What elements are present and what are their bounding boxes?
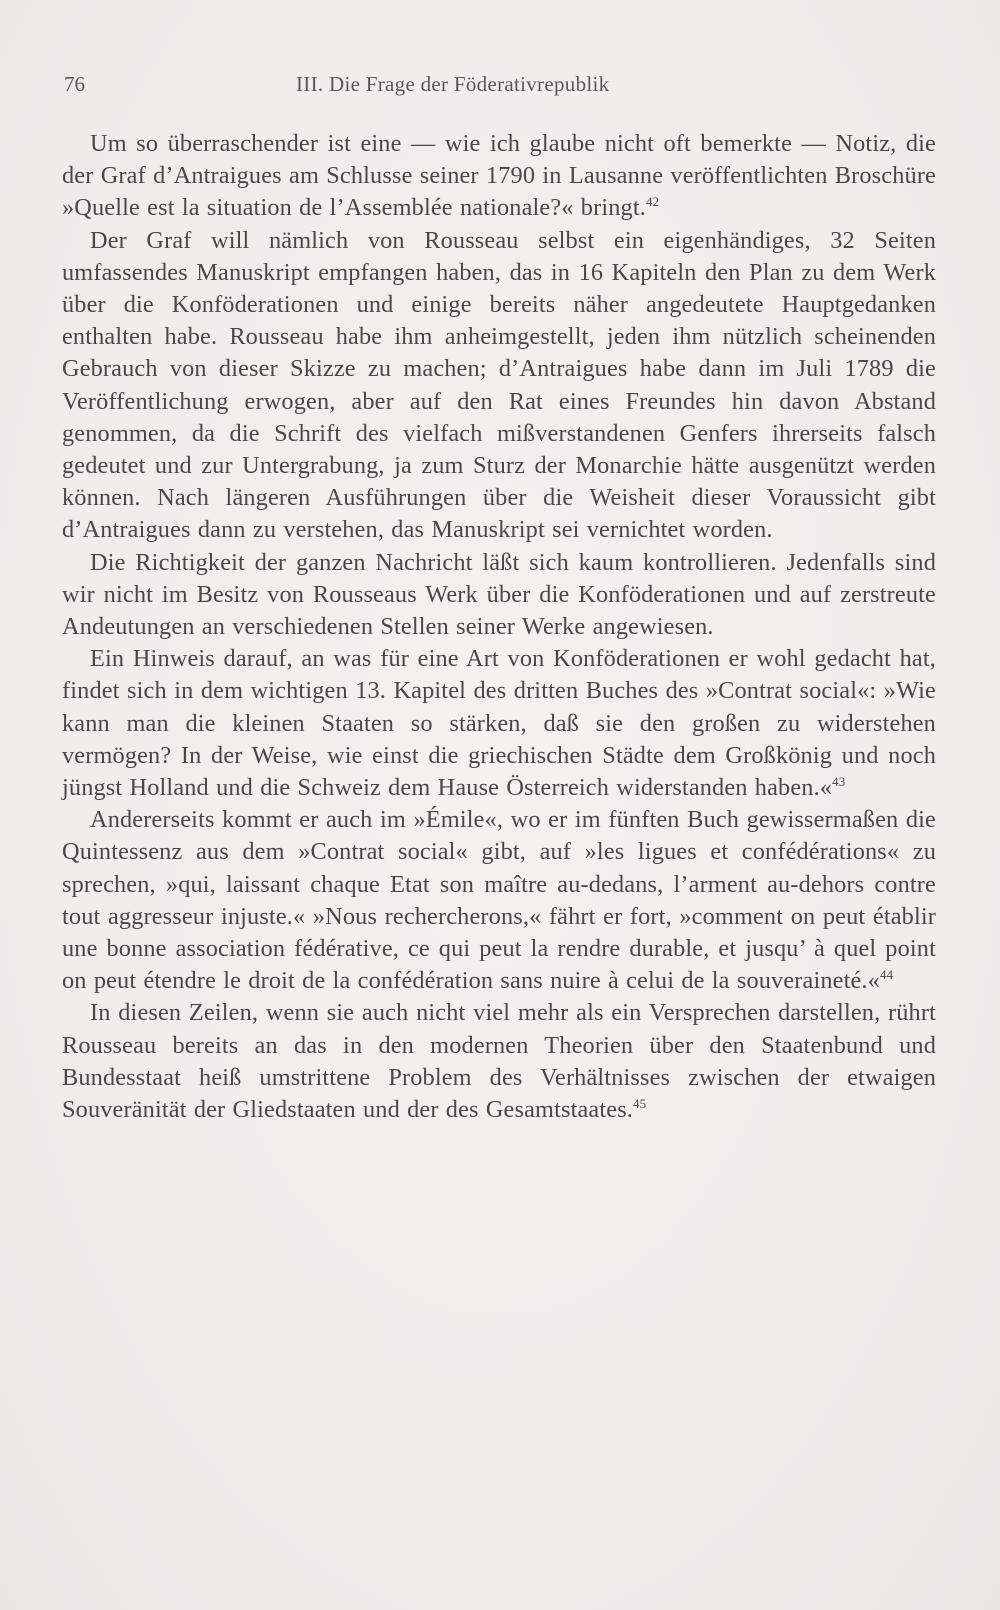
paragraph bbox=[62, 997, 936, 1126]
paragraph-text: Um so überraschender ist eine — wie ich glaube nicht oft bemerkte — Notiz, die der Graf d’Antraigues am Schlusse seiner 1790 in Lausanne veröffentlichten Broschüre »Quelle est la situation de l’Assemblée nationale?« bringt. bbox=[62, 130, 936, 222]
paragraph-text: Andererseits kommt er auch im »Émile«, wo er im fünften Buch gewissermaßen die Quintessenz aus dem »Contrat social« gibt, auf »les ligues et confédérations« zu sprechen, »qui, laissant chaque Etat son maître au-dedans, l’arment au-dehors contre tout aggresseur injuste.« »Nous rechercherons,« fährt er fort, »comment on peut établir une bonne association fédérative, ce qui peut la rendre durable, et jusqu’ à quel point on peut étendre le droit de la confédération sans nuire à celui de la souveraineté.« bbox=[62, 806, 936, 995]
paragraph bbox=[62, 643, 936, 804]
footnote-ref: 45 bbox=[633, 1096, 647, 1112]
footnote-ref: 42 bbox=[645, 194, 660, 210]
paragraph bbox=[62, 128, 936, 225]
page-header bbox=[64, 72, 938, 102]
footnote-ref: 43 bbox=[832, 774, 846, 790]
footnote-ref: 44 bbox=[879, 967, 894, 983]
paragraph-text: Ein Hinweis darauf, an was für eine Art von Konföderationen er wohl gedacht hat, findet sich in dem wichtigen 13. Kapitel des dritten Buches des »Contrat social«: »Wie kann man die kleinen Staaten so stärken, daß sie den großen zu widerstehen vermögen? In der Weise, wie einst die griechischen Städte dem Großkönig und noch jüngst Holland und die Schweiz dem Hause Österreich widerstanden haben.« bbox=[62, 645, 936, 802]
page-number: 76 bbox=[64, 72, 85, 96]
paragraph-text: Die Richtigkeit der ganzen Nachricht läßt sich kaum kontrollieren. Jedenfalls sind wir nicht im Besitz von Rousseaus Werk über die Konföderationen und auf zerstreute Andeutungen an verschiedenen Stellen seiner Werke angewiesen. bbox=[62, 548, 936, 641]
paragraph bbox=[62, 547, 936, 644]
paragraph bbox=[62, 804, 936, 997]
paragraph bbox=[62, 225, 936, 547]
body-text bbox=[62, 128, 936, 1126]
paragraph-text: Der Graf will nämlich von Rousseau selbst ein eigenhändiges, 32 Seiten umfassendes Manuskript empfangen haben, das in 16 Kapiteln den Plan zu dem Werk über die Konföderationen und einige bereits näher angedeutete Hauptgedanken enthalten habe. Rousseau habe ihm anheimgestellt, jeden ihm nützlich scheinenden Gebrauch von dieser Skizze zu machen; d’Antraigues habe dann im Juli 1789 die Veröffentlichung erwogen, aber auf den Rat eines Freundes hin davon Abstand genommen, da die Schrift des vielfach mißverstandenen Genfers ihrerseits falsch gedeutet und zur Untergrabung, ja zum Sturz der Monarchie hätte ausgenützt werden können. Nach längeren Ausführungen über die Weisheit dieser Voraussicht gibt d’Antraigues dann zu verstehen, das Manuskript sei vernichtet worden. bbox=[62, 226, 936, 544]
paragraph-text: In diesen Zeilen, wenn sie auch nicht viel mehr als ein Versprechen darstellen, rührt Rousseau bereits an das in den modernen Theorien über den Staatenbund und Bundesstaat heiß umstrittene Problem des Verhältnisses zwischen der etwaigen Souveränität der Gliedstaaten und der des Gesamtstaates. bbox=[62, 999, 936, 1124]
running-head: III. Die Frage der Föderativrepublik bbox=[296, 72, 610, 96]
